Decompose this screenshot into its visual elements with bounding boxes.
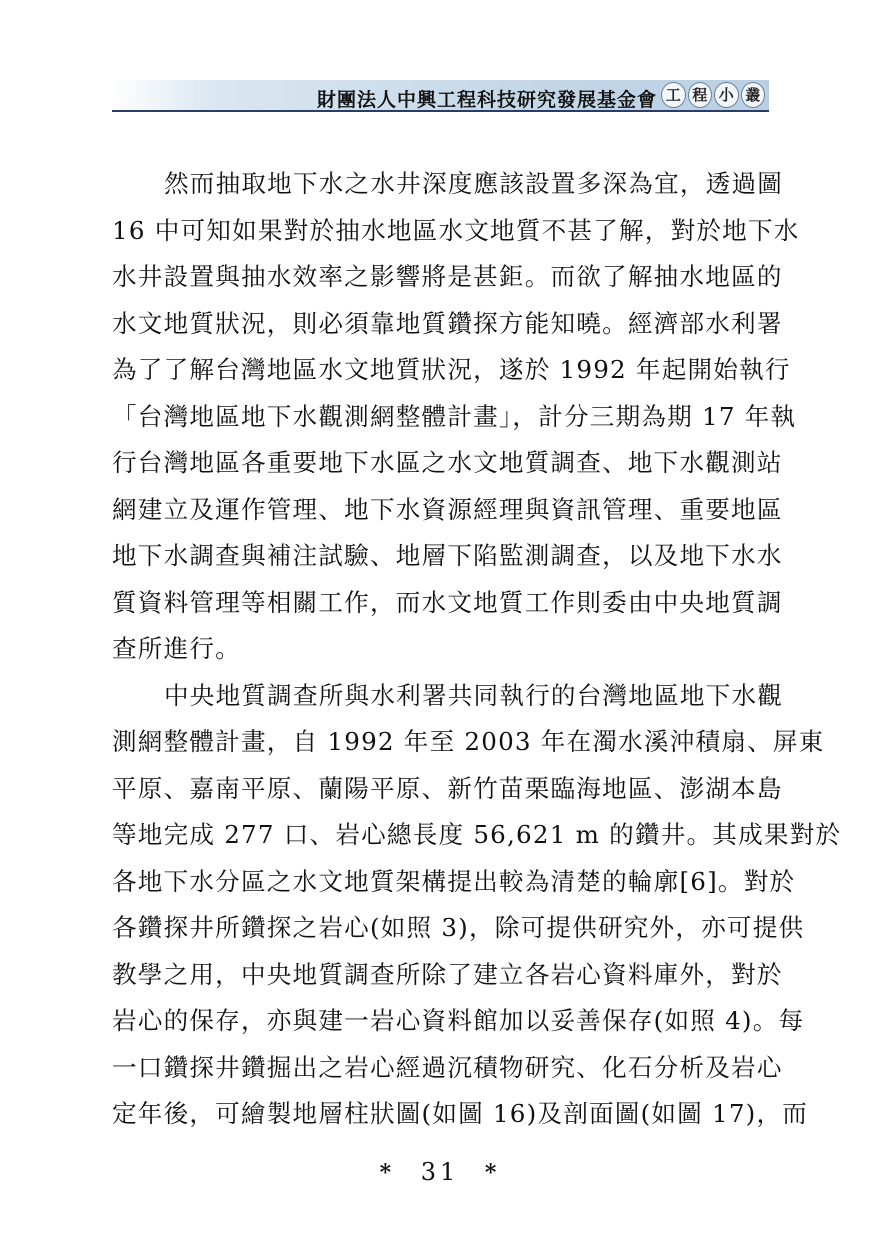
text-line: 各鑽探井所鑽探之岩心(如照 3)，除可提供研究外，亦可提供 bbox=[112, 913, 805, 942]
text-line: 一口鑽探井鑽掘出之岩心經過沉積物研究、化石分析及岩心 bbox=[112, 1052, 783, 1082]
text-line: 為了了解台灣地區水文地質狀況，遂於 1992 年起開始執行 bbox=[112, 355, 791, 384]
star-ornament: * bbox=[379, 1160, 396, 1186]
page-footer bbox=[0, 1158, 880, 1186]
text-line: 「台灣地區地下水觀測網整體計畫」，計分三期為期 17 年執 bbox=[112, 401, 797, 431]
star-ornament: * bbox=[484, 1160, 501, 1186]
text-line: 水井設置與抽水效率之影響將是甚鉅。而欲了解抽水地區的 bbox=[112, 262, 783, 291]
text-line: 16 中可知如果對於抽水地區水文地質不甚了解，對於地下水 bbox=[112, 215, 800, 245]
text-line: 等地完成 277 口、岩心總長度 56,621 m 的鑽井。其成果對於 bbox=[112, 820, 842, 849]
text-line: 行台灣地區各重要地下水區之水文地質調查、地下水觀測站 bbox=[112, 448, 783, 477]
text-line: 水文地質狀況，則必須靠地質鑽探方能知曉。經濟部水利署 bbox=[112, 308, 783, 338]
text-line: 測網整體計畫，自 1992 年至 2003 年在濁水溪沖積扇、屏東 bbox=[112, 727, 825, 756]
text-line: 定年後，可繪製地層柱狀圖(如圖 16)及剖面圖(如圖 17)，而 bbox=[112, 1099, 809, 1128]
header-title: 財團法人中興工程科技研究發展基金會 bbox=[316, 89, 657, 111]
series-badge-char: 小 bbox=[714, 82, 739, 108]
text-line: 平原、嘉南平原、蘭陽平原、新竹苗栗臨海地區、澎湖本島 bbox=[112, 773, 783, 803]
text-line: 各地下水分區之水文地質架構提出較為清楚的輪廓[6]。對於 bbox=[112, 866, 796, 896]
text-line: 中央地質調查所與水利署共同執行的台灣地區地下水觀 bbox=[164, 680, 784, 710]
text-line: 查所進行。 bbox=[112, 634, 241, 663]
body-text bbox=[112, 161, 842, 1138]
text-line: 質資料管理等相關工作，而水文地質工作則委由中央地質調 bbox=[112, 587, 783, 617]
text-line: 地下水調查與補注試驗、地層下陷監測調查，以及地下水水 bbox=[112, 541, 783, 570]
text-line: 然而抽取地下水之水井深度應該設置多深為宜，透過圖 bbox=[164, 169, 784, 198]
series-badge-char: 工 bbox=[661, 82, 686, 108]
series-badge-char: 程 bbox=[688, 82, 713, 108]
page-number: 31 bbox=[420, 1158, 460, 1186]
text-line: 教學之用，中央地質調查所除了建立各岩心資料庫外，對於 bbox=[112, 959, 783, 989]
text-line: 網建立及運作管理、地下水資源經理與資訊管理、重要地區 bbox=[112, 494, 783, 524]
text-line: 岩心的保存，亦與建一岩心資料館加以妥善保存(如照 4)。每 bbox=[112, 1006, 805, 1035]
running-header bbox=[112, 80, 769, 112]
series-badge-char: 叢 bbox=[741, 82, 766, 108]
series-badge bbox=[661, 83, 765, 107]
